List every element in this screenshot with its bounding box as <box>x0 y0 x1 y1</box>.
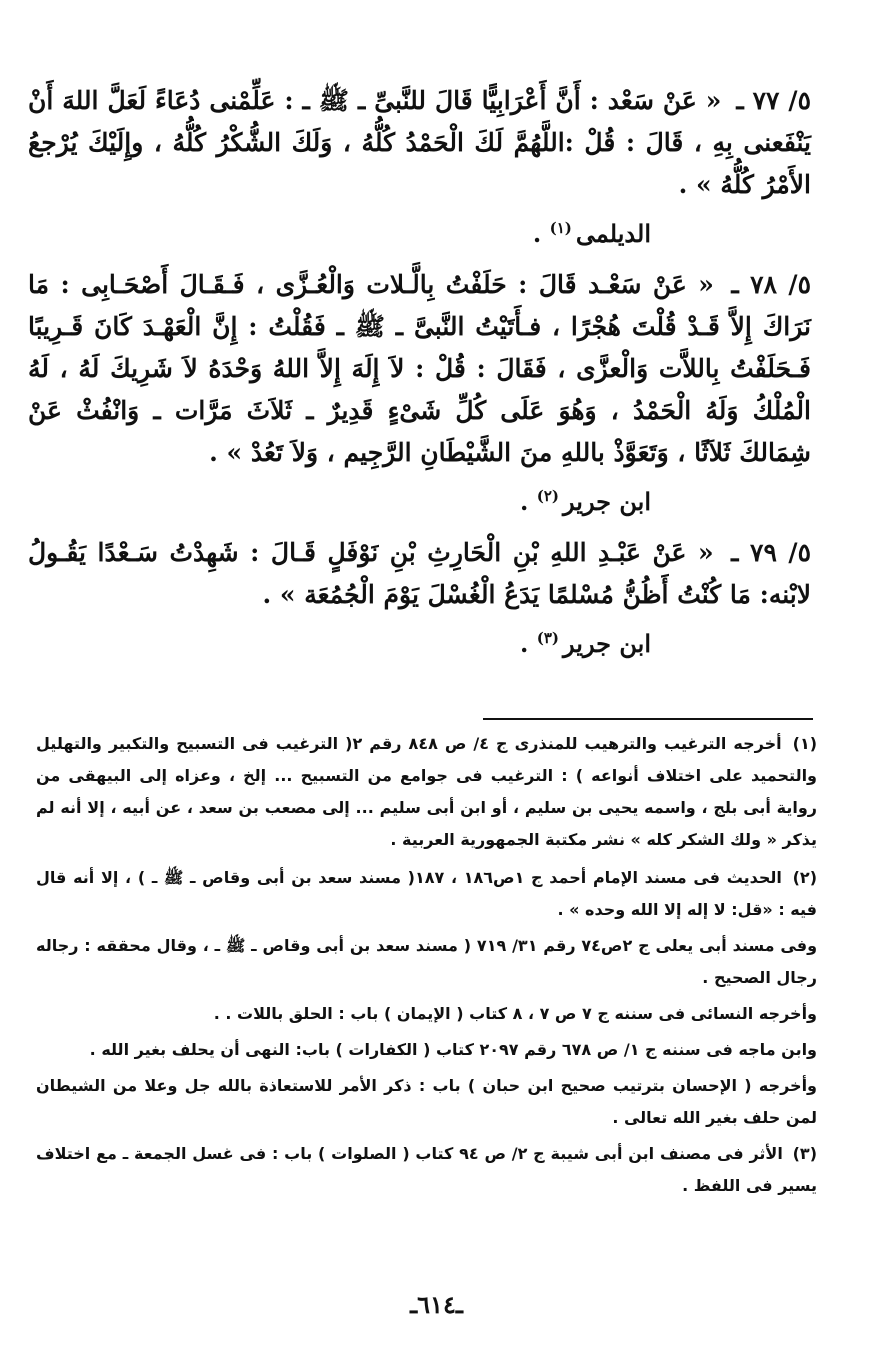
footnotes <box>36 728 817 1208</box>
footnote-2-nasai <box>36 998 817 1030</box>
footnote-text: وفى مسند أبى يعلى ج ٢ص٧٤ رقم ٣١/ ٧١٩ ( مسند سعد بن أبى وقاص ـ ﷺ ـ ، وقال محققه : رجاله رجال الصحيح . <box>36 936 818 987</box>
source-name: ابن جرير <box>563 629 651 658</box>
footnote-text: وابن ماجه فى سننه ج ١/ ص ٦٧٨ رقم ٢٠٩٧ كتاب ( الكفارات ) باب: النهى أن يحلف بغير الله . <box>89 1040 817 1059</box>
footnote-text: أخرجه الترغيب والترهيب للمنذرى ج ٤/ ص ٨٤٨ رقم ٢( الترغيب فى التسبيح والتكبير والتهليل والتحميد على اختلاف أنواعه ) : الترغيب فى جوامع من التسبيح ... إلخ ، وعزاه إلى البيهقى من رواية أبى بلج ، واسمه يحيى بن سليم ، أو ابن أبى سليم ... إلى مصعب بن سعد ، عن أبيه ، إلا أنه لم يذكر « ولك الشكر كله » نشر مكتبة الجمهورية العربية . <box>36 734 817 849</box>
hadith-number: ٥/ ٧٩ ـ <box>731 538 811 567</box>
source-name: الديلمى <box>575 219 651 248</box>
hadith-source: ابن جرير$^{(٣)}$ . <box>520 629 651 658</box>
footnote-text: الأثر فى مصنف ابن أبى شيبة ج ٢/ ص ٩٤ كتاب ( الصلوات ) باب : فى غسل الجمعة ـ مع اختلاف يسير فى اللفظ . <box>36 1144 817 1195</box>
footnote-2-ibn-hibban <box>36 1070 817 1134</box>
footnote-number: (٢) <box>792 868 817 887</box>
footnote-divider <box>483 718 813 720</box>
footnote-number: (٣) <box>792 1144 817 1163</box>
hadith-79 <box>28 532 811 616</box>
source-name: ابن جرير <box>563 487 651 516</box>
hadith-source: الديلمى$^{(١)}$ . <box>532 219 651 248</box>
hadith-number: ٥/ ٧٧ ـ <box>736 86 811 115</box>
page-number: ـ٦١٤ـ <box>410 1290 463 1319</box>
footnote-2-abu-yala <box>36 930 817 994</box>
footnote-text: وأخرجه النسائى فى سننه ج ٧ ص ٧ ، ٨ كتاب ( الإيمان ) باب : الحلق باللات . . <box>213 1004 817 1023</box>
hadith-text: « عَنْ سَعْد : أَنَّ أَعْرَابِيًّا قَالَ للنَّبىِّ ـ ﷺ ـ : عَلِّمْنى دُعَاءً لَعَلَّ اللهَ أَنْ يَنْفَعنى بِهِ ، قَالَ : قُلْ :اللَّهُمَّ لَكَ الْحَمْدُ كُلُّهُ ، وَلَكَ الشُّكْرُ كُلُّهُ ، وإِلَيْكَ يُرْجعُ الأَمْرُ كُلُّهُ » . <box>28 86 811 199</box>
footnote-number: (١) <box>792 734 818 753</box>
footnote-text: الحديث فى مسند الإمام أحمد ج ١ص١٨٦ ، ١٨٧( مسند سعد بن أبى وقاص ـ ﷺ ـ ) ، إلا أنه قال فيه : «قل: لا إله إلا الله وحده » . <box>36 868 817 919</box>
footnote-ref[interactable]: (٢) <box>536 487 560 505</box>
hadith-77 <box>28 80 811 206</box>
hadith-number: ٥/ ٧٨ ـ <box>731 270 811 299</box>
footnote-ref[interactable]: (١) <box>549 219 572 237</box>
footnote-ref[interactable]: (٣) <box>536 629 560 647</box>
hadith-text: « عَنْ عَبْـدِ اللهِ بْنِ الْحَارِثِ بْنِ نَوْفَلٍ قَـالَ : شَهِدْتُ سَـعْدًا يَقُـولُ لابْنه: مَا كُنْتُ أَظُنُّ مُسْلمًا يَدَعُ الْغُسْلَ يَوْمَ الْجُمُعَة » . <box>28 538 811 609</box>
footnote-3 <box>36 1138 817 1202</box>
footnote-2-ibn-majah <box>36 1034 817 1066</box>
hadith-source: ابن جرير$^{(٢)}$ . <box>520 487 651 516</box>
main-text <box>28 80 811 674</box>
footnote-1 <box>36 728 817 856</box>
hadith-78 <box>28 264 811 474</box>
footnote-text: وأخرجه ( الإحسان بترتيب صحيح ابن حبان ) باب : ذكر الأمر للاستعاذة بالله جل وعلا من الشيطان لمن حلف بغير الله تعالى . <box>36 1076 817 1127</box>
footnote-2 <box>36 862 817 926</box>
hadith-text: « عَنْ سَعْـد قَالَ : حَلَفْتُ بِالَّـلات وَالْعُـزَّى ، فَـقَـالَ أَصْحَـابِى : مَا نَرَاكَ إِلاَّ قَـدْ قُلْتَ هُجْرًا ، فـأَتَيْتُ النَّبىَّ ـ ﷺ ـ فَقُلْتُ : إِنَّ الْعَهْـدَ كَانَ قَـرِيبًا فَـحَلَفْتُ بِاللاَّت وَالْعزَّى ، فَقَالَ : قُلْ : لاَ إِلَهَ إِلاَّ اللهُ وَحْدَهُ لاَ شَرِيكَ لَهُ ، لَهُ الْمُلْكُ وَلَهُ الْحَمْدُ ، وَهُوَ عَلَى كُلِّ شَىْءٍ قَدِيرٌ ـ ثَلاَثَ مَرَّات ـ وَانْفُثْ عَنْ شِمَالكَ ثَلاَثًا ، وَتَعَوَّذْ باللهِ منَ الشَّيْطَانِ الرَّجِيم ، وَلاَ تَعُدْ » . <box>28 270 811 467</box>
